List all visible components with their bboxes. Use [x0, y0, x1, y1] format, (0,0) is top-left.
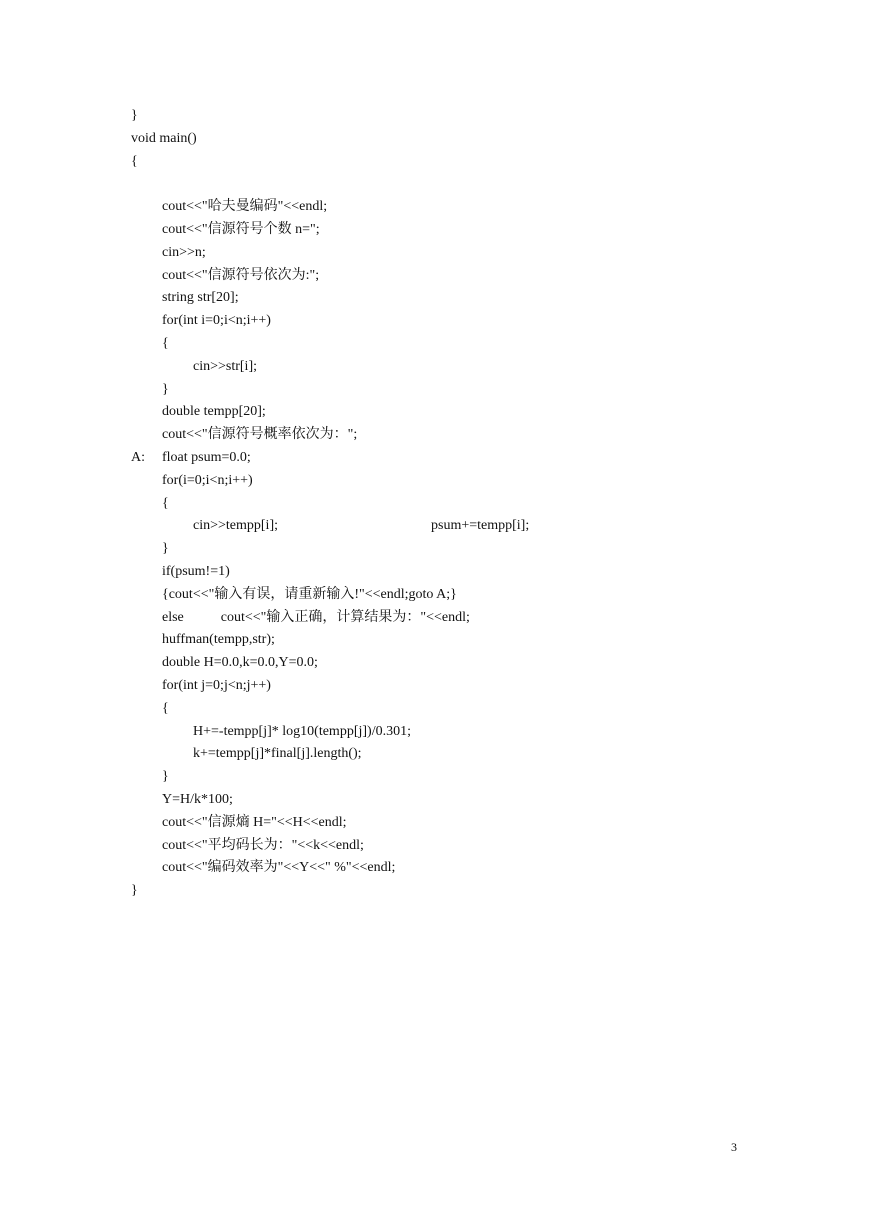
code-text: string str[20];: [162, 290, 239, 306]
code-listing: [131, 105, 529, 903]
code-text: double H=0.0,k=0.0,Y=0.0;: [162, 655, 318, 671]
code-line: [131, 333, 529, 356]
code-text: k+=tempp[j]*final[j].length();: [193, 746, 362, 762]
code-text: }: [131, 883, 138, 899]
code-line: [131, 196, 529, 219]
code-text: for(int j=0;j<n;j++): [162, 677, 271, 693]
code-line: [131, 538, 529, 561]
code-line: [131, 265, 529, 288]
code-text: double tempp[20];: [162, 404, 266, 420]
code-line: [131, 424, 529, 447]
code-text: cin>>n;: [162, 244, 206, 260]
code-text: cout<<"信源熵 H="<<H<<endl;: [162, 814, 347, 830]
code-text: cout<<"信源符号概率依次为：";: [162, 427, 358, 443]
code-text-secondary: psum+=tempp[i];: [431, 518, 530, 534]
code-line: [131, 242, 529, 265]
code-line: [131, 880, 529, 903]
code-line: [131, 675, 529, 698]
code-line: [131, 219, 529, 242]
code-line: [131, 173, 529, 196]
page-number: 3: [731, 1140, 737, 1154]
code-text: cout<<"编码效率为"<<Y<<" %"<<endl;: [162, 860, 396, 876]
code-text: for(int i=0;i<n;i++): [162, 313, 271, 329]
code-text: cout<<"平均码长为："<<k<<endl;: [162, 837, 364, 853]
code-text: cout<<"信源符号依次为:";: [162, 267, 320, 283]
code-line: [131, 812, 529, 835]
code-text: if(psum!=1): [162, 563, 230, 579]
code-line: [131, 743, 529, 766]
code-line: [131, 287, 529, 310]
code-text: cout<<"哈夫曼编码"<<endl;: [162, 199, 328, 215]
code-line: [131, 128, 529, 151]
code-text: {: [162, 335, 169, 351]
code-text: {cout<<"输入有误，请重新输入!"<<endl;goto A;}: [162, 586, 457, 602]
code-line: [131, 379, 529, 402]
code-line: [131, 356, 529, 379]
code-label: A:: [131, 449, 145, 465]
code-text: float psum=0.0;: [162, 449, 251, 465]
code-text: {: [162, 700, 169, 716]
code-line: [131, 310, 529, 333]
code-text: Y=H/k*100;: [162, 791, 233, 807]
code-text: }: [131, 108, 138, 123]
code-line: [131, 629, 529, 652]
code-text: for(i=0;i<n;i++): [162, 472, 253, 488]
code-line: [131, 835, 529, 858]
code-text: else: [162, 609, 184, 625]
code-line: [131, 766, 529, 789]
code-text-secondary: cout<<"输入正确，计算结果为："<<endl;: [220, 609, 470, 625]
code-line: [131, 401, 529, 424]
code-line: [131, 652, 529, 675]
code-line: [131, 561, 529, 584]
code-line: [131, 857, 529, 880]
code-text: }: [162, 381, 169, 397]
code-text: H+=-tempp[j]* log10(tempp[j])/0.301;: [193, 723, 411, 739]
code-line: [131, 698, 529, 721]
code-text: }: [162, 769, 169, 785]
code-text: {: [131, 153, 138, 169]
code-line: [131, 151, 529, 174]
code-text: cout<<"信源符号个数 n=";: [162, 221, 320, 237]
code-line: [131, 493, 529, 516]
code-line: [131, 447, 529, 470]
code-line: [131, 515, 529, 538]
code-line: [131, 789, 529, 812]
code-line: [131, 105, 529, 128]
code-text: cin>>str[i];: [193, 358, 257, 374]
code-text: void main(): [131, 130, 197, 146]
code-line: [131, 607, 529, 630]
code-line: [131, 470, 529, 493]
code-line: [131, 584, 529, 607]
code-text: huffman(tempp,str);: [162, 632, 275, 648]
code-text: {: [162, 495, 169, 511]
code-text: }: [162, 541, 169, 557]
code-text: cin>>tempp[i];: [193, 518, 278, 534]
code-line: [131, 721, 529, 744]
